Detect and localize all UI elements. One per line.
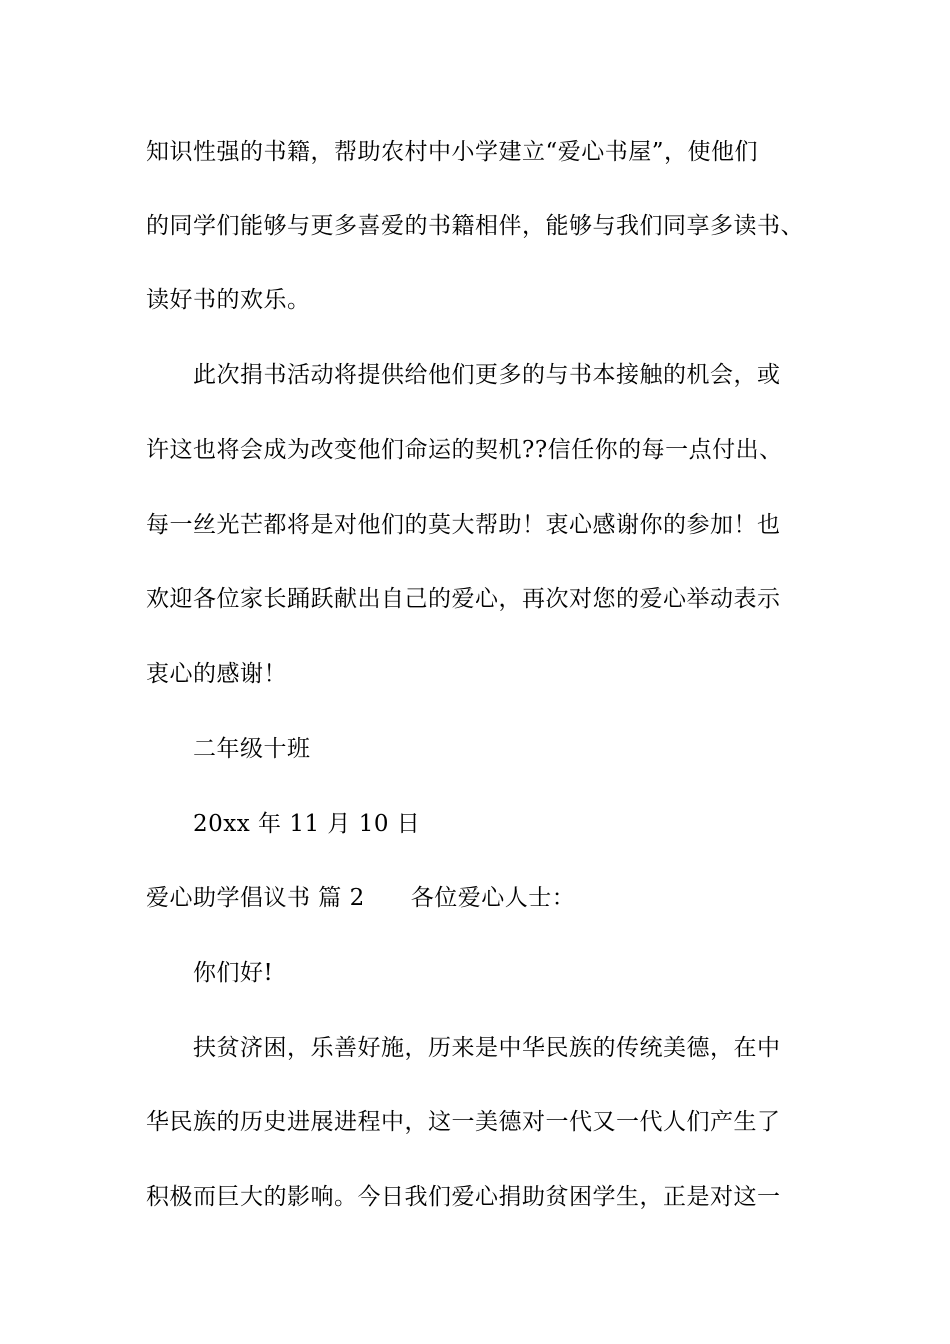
section-heading-line [146, 883, 575, 913]
body-line: 每一丝光芒都将是对他们的莫大帮助！衷心感谢你的参加！也 [146, 512, 781, 538]
body-line: 许这也将会成为改变他们命运的契机??信任你的每一点付出、 [146, 437, 783, 463]
body-line: 的同学们能够与更多喜爱的书籍相伴，能够与我们同享多读书、 [146, 213, 804, 239]
paragraph-start-line: 此次捐书活动将提供给他们更多的与书本接触的机会，或 [193, 362, 781, 388]
signature-date: 20xx 年 11 月 10 日 [193, 811, 421, 837]
paragraph-start-line: 扶贫济困，乐善好施，历来是中华民族的传统美德，在中 [193, 1035, 781, 1061]
greeting-line: 你们好! [193, 960, 274, 986]
body-line: 知识性强的书籍，帮助农村中小学建立“爱心书屋”，使他们 [146, 139, 759, 165]
signature-class: 二年级十班 [193, 736, 311, 762]
salutation: 各位爱心人士： [410, 885, 576, 911]
body-line: 积极而巨大的影响。今日我们爱心捐助贫困学生，正是对这一 [146, 1184, 781, 1210]
body-line: 华民族的历史进展进程中，这一美德对一代又一代人们产生了 [146, 1109, 781, 1135]
body-line: 欢迎各位家长踊跃献出自己的爱心，再次对您的爱心举动表示 [146, 586, 781, 612]
body-line: 读好书的欢乐。 [146, 287, 311, 313]
body-line: 衷心的感谢！ [146, 661, 287, 687]
section-title: 爱心助学倡议书 篇 2 [146, 885, 365, 911]
